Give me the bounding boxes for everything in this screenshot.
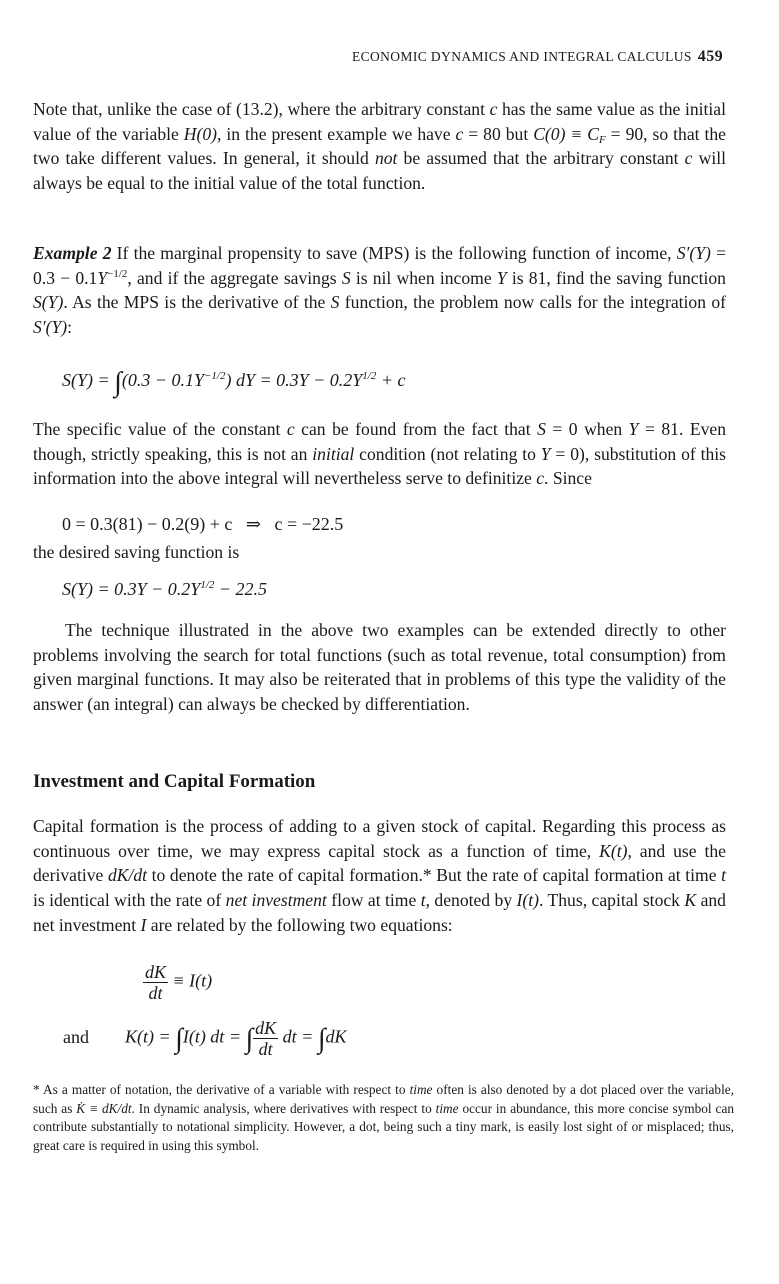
running-title: ECONOMIC DYNAMICS AND INTEGRAL CALCULUS	[351, 49, 692, 64]
text: :	[67, 317, 73, 338]
integral-sign: ∫	[175, 1023, 183, 1055]
text: The specific value of the constant	[33, 419, 287, 439]
page-number: 459	[697, 48, 723, 65]
exponent: −1/2	[107, 267, 128, 280]
var: dK/dt	[107, 865, 148, 886]
text: . As the MPS is the derivative of the	[63, 292, 331, 313]
eq-part: (0.3 − 0.1Y	[121, 370, 204, 390]
text: often is also denoted by a dot placed over the variable, such as	[33, 1082, 734, 1116]
emphasis: time	[409, 1082, 433, 1097]
text: = 0.3 − 0.1	[33, 243, 727, 288]
text: = 0 when	[545, 419, 629, 439]
paragraph-constant	[33, 417, 726, 491]
text: condition (not relating to	[354, 443, 541, 464]
text: flow at time	[326, 890, 421, 911]
eq-part: dt =	[278, 1026, 318, 1047]
text: be assumed that the arbitrary constant	[397, 148, 685, 169]
section-heading: Investment and Capital Formation	[33, 771, 316, 792]
eq-part: I(t) dt =	[182, 1026, 246, 1047]
text: = 90, so that the two take different values. In general, it should	[33, 123, 726, 169]
emphasis: time	[435, 1100, 459, 1116]
example-label: Example 2	[33, 243, 112, 263]
text: . Thus, capital stock	[539, 890, 685, 911]
var: S	[330, 292, 340, 313]
exponent: −1/2	[203, 370, 226, 382]
var: S	[537, 419, 546, 439]
paragraph-note	[33, 97, 726, 196]
fraction	[143, 962, 168, 1003]
text: can be found from the fact that	[294, 419, 538, 439]
fraction	[253, 1018, 278, 1059]
equation-dk-dt	[143, 962, 212, 1003]
equation-solve-c: 0 = 0.3(81) − 0.2(9) + c ⇒ c = −22.5	[62, 514, 344, 534]
eq-part: K(t) =	[125, 1026, 176, 1047]
text: = 0), substitution of this information into the above integral will nevertheless serve to definitize	[33, 443, 726, 489]
denominator: dt	[258, 1039, 273, 1059]
var: c	[489, 99, 498, 119]
paragraph-desired: the desired saving function is	[33, 542, 240, 562]
var: Y	[628, 419, 639, 439]
text: = 80 but	[463, 123, 534, 144]
eq-part: S(Y) = 0.3Y − 0.2Y	[62, 579, 201, 599]
var: t	[420, 890, 426, 911]
eq-part: S(Y) =	[62, 370, 115, 390]
paragraph-capital-formation	[33, 814, 726, 938]
integral-sign: ∫	[317, 1023, 326, 1055]
var: c	[455, 123, 464, 144]
var: K	[684, 890, 697, 911]
text: , denoted by	[425, 890, 517, 911]
text: is identical with the rate of	[33, 890, 226, 911]
eq-part: ≡ I(t)	[168, 970, 213, 991]
exponent: 1/2	[200, 579, 215, 591]
numerator: dK	[145, 962, 167, 982]
eq-connector: and	[63, 1026, 89, 1047]
var: S′(Y)	[33, 317, 68, 338]
paragraph-technique: The technique illustrated in the above two examples can be extended directly to other problems involving the search for total functions (such as total revenue, total consumption) from given marginal functions. It may also be reiterated that in problems of this type the validity of the answer (an integral) can always be checked by differentiation.	[33, 620, 726, 715]
text: Capital formation is the process of adding to a given stock of capital. Regarding this process as continuous over time, we may express capital stock as a function of time,	[33, 816, 726, 861]
text: , and if the aggregate savings	[127, 267, 342, 288]
text: and net investment	[33, 890, 726, 935]
eq-part: dK	[325, 1026, 347, 1047]
text: to denote the rate of capital formation.* But the rate of capital formation at time	[147, 865, 722, 886]
var: Y	[97, 267, 108, 288]
text: will always be equal to the initial value of the total function.	[33, 148, 726, 194]
eq-part: + c	[376, 370, 406, 390]
emphasis: initial	[312, 443, 355, 464]
var: c	[536, 468, 545, 489]
text: occur in abundance, this more concise symbol can contribute substantially to notational simplicity. However, a dot, being such a tiny mark, is easily lost sight of or misplaced; thus, great care is required in using this symbol.	[33, 1100, 734, 1153]
equation-saving-function	[62, 577, 267, 601]
text: * As a matter of notation, the derivative of a variable with respect to	[33, 1082, 410, 1097]
integral-sign: ∫	[114, 367, 122, 398]
text: are related by the following two equations:	[146, 914, 453, 935]
text: has the same value as the initial value of the variable	[33, 99, 726, 144]
exponent: 1/2	[362, 370, 377, 382]
var: Y	[496, 267, 507, 288]
var: S(Y)	[33, 292, 64, 313]
running-header	[352, 48, 723, 66]
var: S′(Y)	[676, 243, 711, 263]
eq-part: ) dY = 0.3Y − 0.2Y	[225, 370, 363, 390]
text: If the marginal propensity to save (MPS) is the following function of income,	[111, 243, 677, 263]
var: S	[341, 267, 351, 288]
text: , and use the derivative	[33, 840, 726, 886]
text: . Since	[544, 468, 592, 489]
var: K(t)	[599, 840, 628, 861]
var: H(0)	[183, 123, 218, 144]
var: I(t)	[516, 890, 540, 911]
text: is nil when income	[350, 267, 497, 288]
var: c	[286, 419, 295, 439]
var: t	[721, 865, 726, 886]
equation-saving-integral	[62, 367, 406, 398]
var: I	[140, 914, 147, 935]
footnote	[33, 1081, 734, 1155]
text: function, the problem now calls for the integration of	[339, 292, 726, 313]
emphasis: net investment	[225, 890, 327, 911]
denominator: dt	[148, 983, 163, 1003]
numerator: dK	[255, 1018, 277, 1038]
text: = 81. Even though, strictly speaking, this is not an	[33, 419, 726, 464]
text: Note that, unlike the case of (13.2), where the arbitrary constant	[33, 99, 490, 119]
var: Y	[540, 443, 551, 464]
equation-capital-stock	[63, 1018, 347, 1059]
eq-part: − 22.5	[214, 579, 268, 599]
text: , in the present example we have	[217, 123, 456, 144]
subscript: F	[598, 133, 606, 146]
var: K̇ ≡ dK/dt	[76, 1100, 132, 1116]
emphasis: not	[374, 148, 398, 169]
paragraph-example-2	[33, 241, 726, 340]
text: . In dynamic analysis, where derivatives with respect to	[131, 1100, 436, 1116]
text: is 81, find the saving function	[506, 267, 726, 288]
var: C(0) ≡ C	[533, 123, 599, 144]
var: c	[684, 148, 693, 169]
integral-sign: ∫	[245, 1023, 254, 1055]
